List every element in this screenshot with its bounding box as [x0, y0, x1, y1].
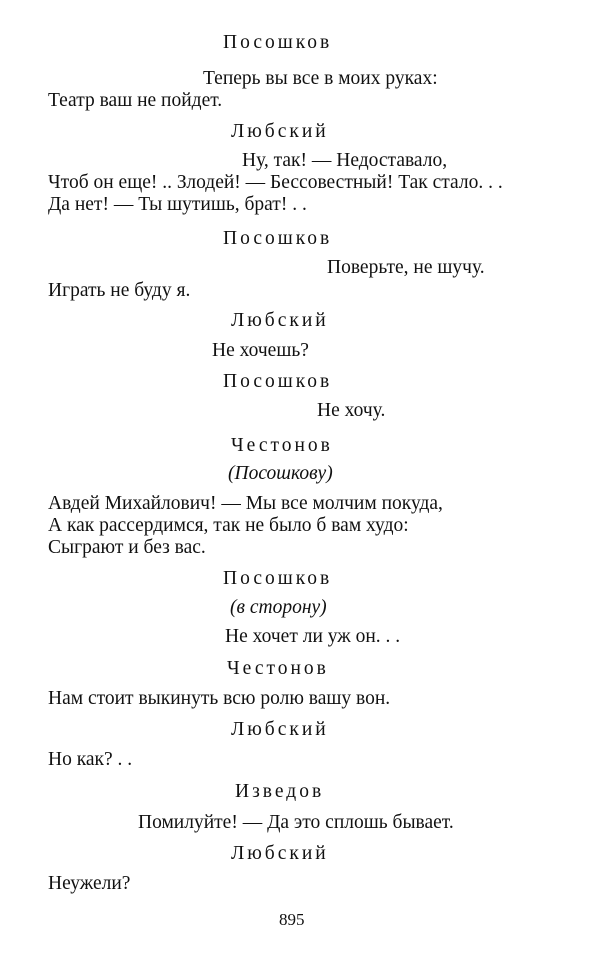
verse-line: Не хочу. — [317, 400, 386, 421]
speaker-name: Посошков — [223, 32, 333, 53]
verse-line: Сыграют и без вас. — [48, 537, 206, 558]
verse-line: Поверьте, не шучу. — [327, 257, 485, 278]
speaker-name: Любский — [231, 310, 329, 331]
verse-line: Авдей Михайлович! — Мы все молчим покуда, — [48, 493, 443, 514]
speaker-name: Любский — [231, 843, 329, 864]
verse-line: Театр ваш не пойдет. — [48, 90, 223, 111]
verse-line: Не хочешь? — [212, 340, 309, 361]
verse-line: Теперь вы все в моих руках: — [203, 68, 438, 89]
verse-line: Играть не буду я. — [48, 280, 191, 301]
verse-line: Не хочет ли уж он. . . — [225, 626, 401, 647]
speaker-name: Посошков — [223, 228, 333, 249]
verse-line: Ну, так! — Недоставало, — [242, 150, 448, 171]
verse-line: Нам стоит выкинуть всю ролю вашу вон. — [48, 688, 391, 709]
page-number: 895 — [279, 910, 305, 929]
speaker-name: Любский — [231, 719, 329, 740]
verse-line: Да нет! — Ты шутишь, брат! . . — [48, 194, 307, 215]
speaker-name: Честонов — [231, 435, 333, 456]
stage-direction: (в сторону) — [230, 597, 327, 618]
speaker-name: Изведов — [235, 781, 325, 802]
verse-line: Неужели? — [48, 873, 131, 894]
stage-direction: (Посошкову) — [228, 463, 333, 484]
verse-line: А как рассердимся, так не было б вам худо: — [48, 515, 409, 536]
speaker-name: Честонов — [227, 658, 329, 679]
verse-line: Чтоб он еще! .. Злодей! — Бессовестный! Так стало. . . — [48, 172, 503, 193]
speaker-name: Любский — [231, 121, 329, 142]
verse-line: Помилуйте! — Да это сплошь бывает. — [138, 812, 454, 833]
speaker-name: Посошков — [223, 568, 333, 589]
speaker-name: Посошков — [223, 371, 333, 392]
verse-line: Но как? . . — [48, 749, 133, 770]
